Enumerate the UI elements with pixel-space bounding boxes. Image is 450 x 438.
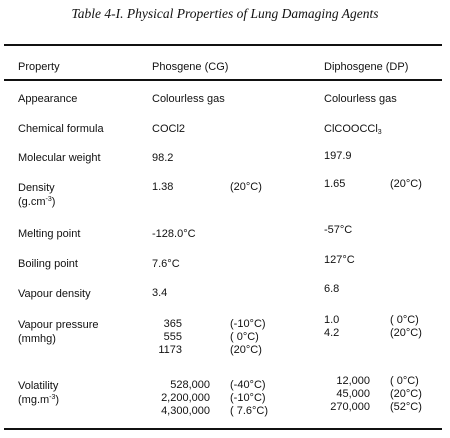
- vapour-pressure-label: Vapour pressure: [18, 319, 99, 331]
- melting-dp: -57°C: [324, 224, 353, 236]
- volatility-dp-condition: ( 0°C): [390, 375, 419, 387]
- mw-cg: 98.2: [152, 152, 174, 164]
- volatility-cg-value: 2,200,000: [161, 392, 210, 404]
- boiling-cg: 7.6°C: [152, 258, 180, 270]
- header-diphosgene: Diphosgene (DP): [324, 61, 409, 73]
- density-unit: $(g.cm^{-3})$: [18, 196, 56, 208]
- vapour-pressure-cg-condition: ( 0°C): [230, 331, 259, 343]
- vapour-pressure-cg-value: 555: [163, 331, 182, 343]
- formula-dp: [324, 123, 382, 135]
- volatility-dp-condition: (52°C): [390, 401, 422, 413]
- volatility-cg-condition: (-40°C): [230, 379, 266, 391]
- mw-dp: 197.9: [324, 150, 352, 162]
- volatility-unit: $(mg.m^{-3})$: [18, 394, 60, 406]
- vapour-pressure-dp-value: 4.2: [324, 327, 340, 339]
- volatility-dp-value: 45,000: [336, 388, 370, 400]
- density-label: Density: [18, 182, 55, 194]
- boiling-dp: 127°C: [324, 254, 355, 266]
- formula-dp-subscript: 3: [377, 129, 382, 136]
- density-cg-value: 1.38: [152, 181, 174, 193]
- appearance-label: Appearance: [18, 93, 78, 105]
- vapour-pressure-dp-value: 1.0: [324, 314, 340, 326]
- header-property: Property: [18, 61, 60, 73]
- volatility-dp-value: 270,000: [330, 401, 370, 413]
- vapour-density-cg: 3.4: [152, 287, 168, 299]
- melting-cg: -128.0°C: [152, 228, 196, 240]
- volatility-cg-condition: ( 7.6°C): [230, 405, 269, 417]
- formula-dp-main: ClCOOCCl: [324, 123, 378, 135]
- header-rule: [4, 79, 442, 81]
- vapour-pressure-cg-condition: (-10°C): [230, 318, 266, 330]
- formula-cg: COCl2: [152, 123, 186, 135]
- table-caption: Table 4-I. Physical Properties of Lung Damaging Agents: [71, 6, 379, 21]
- formula-label: Chemical formula: [18, 123, 104, 135]
- vapour-density-dp: 6.8: [324, 283, 340, 295]
- boiling-label: Boiling point: [18, 258, 78, 270]
- volatility-cg-condition: (-10°C): [230, 392, 266, 404]
- mw-label: Molecular weight: [18, 152, 101, 164]
- top-rule: [4, 44, 442, 46]
- vapour-pressure-dp-condition: (20°C): [390, 327, 422, 339]
- density-dp-condition: (20°C): [390, 178, 422, 190]
- volatility-label: Volatility: [18, 380, 59, 392]
- header-phosgene: Phosgene (CG): [152, 61, 229, 73]
- bottom-rule: [4, 428, 442, 430]
- vapour-pressure-unit: (mmhg): [18, 333, 56, 345]
- volatility-dp-condition: (20°C): [390, 388, 422, 400]
- vapour-density-label: Vapour density: [18, 288, 91, 300]
- vapour-pressure-dp-condition: ( 0°C): [390, 314, 419, 326]
- volatility-cg-value: 4,300,000: [161, 405, 210, 417]
- vapour-pressure-cg-value: 1173: [158, 344, 182, 356]
- vapour-pressure-cg-value: 365: [163, 318, 182, 330]
- appearance-dp: Colourless gas: [324, 93, 397, 105]
- volatility-cg-value: 528,000: [170, 379, 210, 391]
- volatility-dp-value: 12,000: [336, 375, 370, 387]
- density-dp-value: 1.65: [324, 178, 346, 190]
- density-cg-condition: (20°C): [230, 181, 262, 193]
- appearance-cg: Colourless gas: [152, 93, 225, 105]
- melting-label: Melting point: [18, 228, 81, 240]
- vapour-pressure-cg-condition: (20°C): [230, 344, 262, 356]
